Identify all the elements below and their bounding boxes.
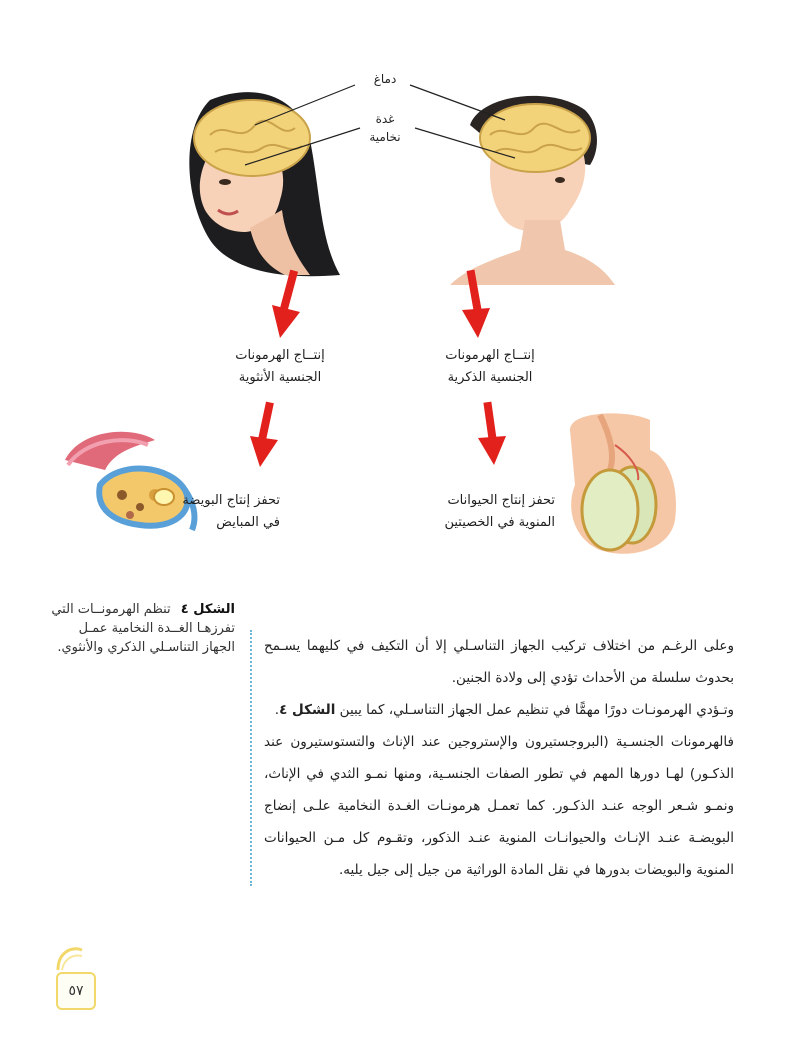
figure-caption-title-text: الشكل bbox=[193, 602, 235, 617]
paragraph-3: فالهرمونات الجنسـية (البروجستيرون والإستروجين عند الإناث والتستوستيرون عند الذكـور) لهـا دورها المهم في تطور الصفات الجنسـية، ومنها نمـو الثدي في الإناث، ونمـو شـعر الوجه عنـد الذكـور. كما تعمـل هرمونـات الغـدة النخامية علـى إنضاج البويضـة عنـد الإنـاث والحيوانـات المنوية عنـد الذكور، وتقـوم كل مـن الحيوانات المنوية والبويضات بدورها في نقل المادة الوراثية من جيل إلى جيل يليه. bbox=[264, 734, 734, 878]
male-hormones-line1: إنتــاج الهرمونات bbox=[445, 348, 535, 363]
paragraph-2 bbox=[264, 694, 734, 726]
body-text bbox=[250, 630, 734, 886]
figure-caption-number: ٤ bbox=[180, 602, 189, 617]
brain-label: دماغ bbox=[373, 72, 397, 86]
female-hormones-label bbox=[215, 345, 345, 389]
red-arrows bbox=[0, 0, 800, 480]
pituitary-label-line1: غدة bbox=[375, 112, 395, 126]
page-badge-decoration-icon bbox=[52, 942, 88, 972]
figure-caption-text: تنظم الهرمونــات التي تفرزهـا الغــدة النخامية عمـل الجهاز التناسـلي الذكري والأنثوي. bbox=[51, 602, 235, 655]
paragraph-2-end: . bbox=[274, 702, 280, 718]
paragraph-1: وعلى الرغـم من اختلاف تركيب الجهاز التناسـلي إلا أن التكيف في كليهما يسـمح بحدوث سلسلة من الأحداث تؤدي إلى ولادة الجنين. bbox=[264, 638, 734, 686]
male-effect-label bbox=[430, 490, 555, 534]
female-effect-line1: تحفز إنتاج البويضة bbox=[182, 493, 280, 508]
figure-caption bbox=[50, 600, 235, 657]
figure-reference: الشكل ٤ bbox=[279, 702, 336, 718]
female-effect-line2: في المبايض bbox=[216, 515, 280, 530]
pituitary-label-line2: نخامية bbox=[369, 130, 401, 144]
male-effect-line1: تحفز إنتاج الحيوانات bbox=[447, 493, 555, 508]
figure-caption-title bbox=[181, 602, 235, 617]
male-hormones-label bbox=[425, 345, 555, 389]
page-number: ٥٧ bbox=[56, 972, 96, 1010]
testes-illustration bbox=[570, 410, 680, 555]
male-hormones-line2: الجنسية الذكرية bbox=[447, 370, 533, 385]
male-effect-line2: المنوية في الخصيتين bbox=[444, 515, 555, 530]
female-effect-label bbox=[170, 490, 280, 534]
female-hormones-line1: إنتــاج الهرمونات bbox=[235, 348, 325, 363]
female-hormones-line2: الجنسية الأنثوية bbox=[238, 370, 322, 385]
paragraph-2-text: وتـؤدي الهرمونـات دورًا مهمًّا في تنظيم عمل الجهاز التناسـلي، كما يبين bbox=[335, 702, 734, 718]
